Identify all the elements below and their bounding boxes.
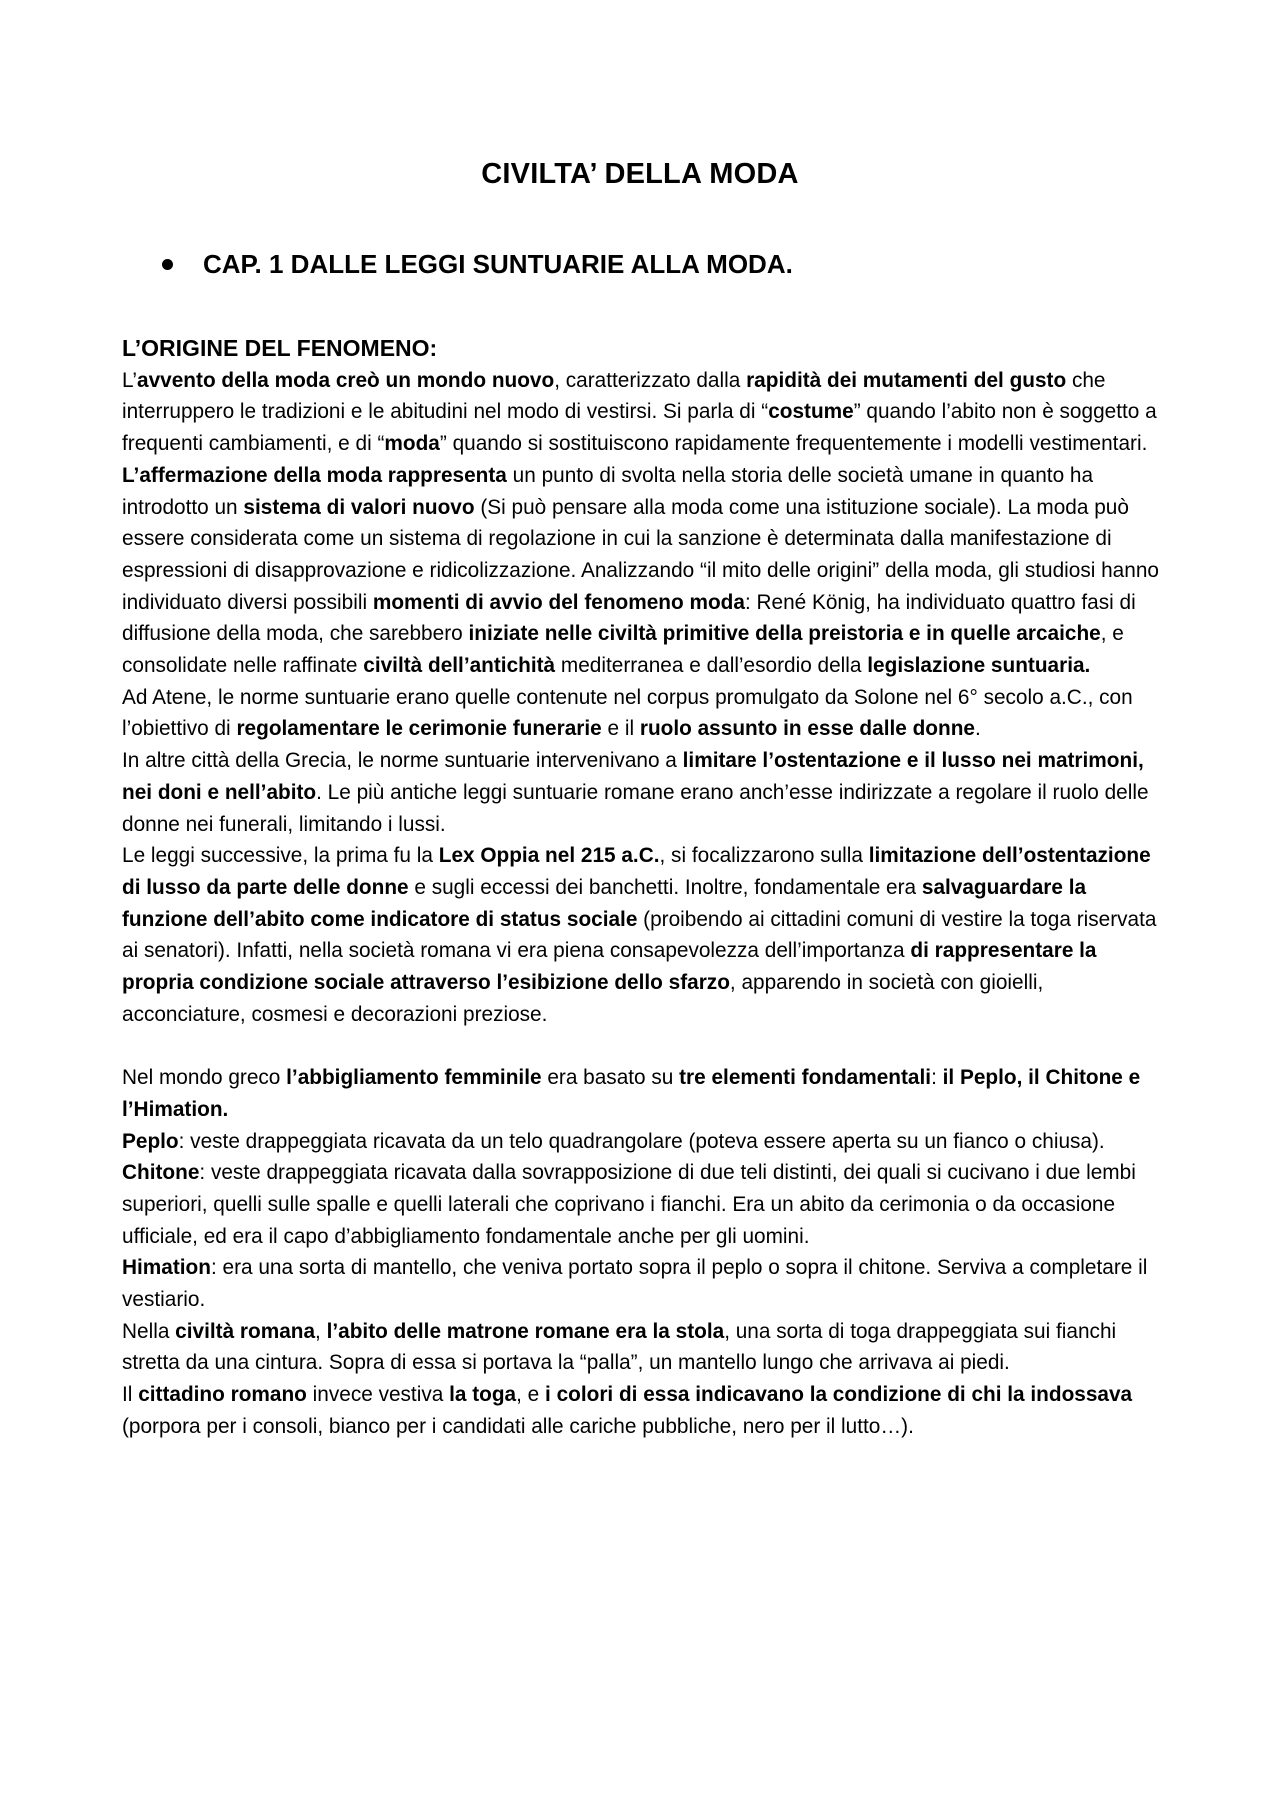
bold-text: Peplo [122,1129,179,1153]
bold-text: di rappresentare la propria condizione sociale attraverso l’esibizione dello sfarzo [122,939,1097,995]
bold-text: costume [768,400,854,424]
bold-text: salvaguardare la funzione dell’abito come indicatore di status sociale [122,875,1087,931]
bold-text: la toga [449,1383,517,1407]
bold-text: iniziate nelle civiltà primitive della preistoria e in quelle arcaiche [468,622,1101,646]
text-run: : veste drappeggiata ricavata dalla sovrapposizione di due teli distinti, dei quali si cucivano i due lembi superiori, quelli sulle spalle e quelli laterali che coprivano i fianchi. Era un abito da cerimonia o da occasione ufficiale, ed era il capo d’abbigliamento fondamentale anche per gli uomini. [122,1161,1136,1248]
bold-text: civiltà dell’antichità [363,654,556,678]
bold-text: Lex Oppia nel 215 a.C. [438,844,660,868]
bold-text: L’affermazione della moda rappresenta [122,463,507,487]
chapter-heading [162,249,793,280]
text-run: , caratterizzato dalla [554,368,747,392]
text-run: Le leggi successive, la prima fu la [122,844,439,868]
bold-text: civiltà romana [175,1319,316,1343]
bold-text: Chitone [122,1161,200,1185]
text-run: : René König, ha individuato quattro fasi di diffusione della moda, che sarebbero [122,590,1136,646]
text-run: un punto di svolta nella storia delle società umane in quanto ha introdotto un [122,463,1094,519]
text-run: ” quando si sostituiscono rapidamente frequentemente i modelli vestimentari. [439,432,1148,456]
paragraph [122,1379,1167,1442]
text-run: e sugli eccessi dei banchetti. Inoltre, fondamentale era [408,875,922,899]
text-run: ” quando l’abito non è soggetto a frequenti cambiamenti, e di “ [122,400,1157,456]
text-run: , una sorta di toga drappeggiata sui fianchi stretta da una cintura. Sopra di essa si portava la “palla”, un mantello lungo che arrivava ai piedi. [122,1319,1117,1375]
bullet-icon [162,259,173,270]
text-run: , apparendo in società con gioielli, acconciature, cosmesi e decorazioni preziose. [122,971,1044,1026]
text-run: L’ [122,368,138,392]
bold-text: avvento della moda creò un mondo nuovo [137,368,555,392]
bold-text: Himation [122,1256,211,1280]
bold-text: cittadino romano [138,1383,307,1407]
text-run: Ad Atene, le norme suntuarie erano quelle contenute nel corpus promulgato da Solone nel 6° secolo a.C., con l’obiettivo di [122,685,1133,741]
text-run: (Si può pensare alla moda come una istituzione sociale). La moda può essere considerata come un sistema di regolazione in cui la sanzione è determinata dalla manifestazione di espressioni di disapprovazione e ridicolizzazione. Analizzando “il mito delle origini” della moda, gli studiosi hanno individuato diversi possibili [122,495,1159,614]
text-run: e il [601,717,640,741]
document-body [122,333,1167,1443]
bold-text: l’abito delle matrone romane era la stola [326,1319,725,1343]
text-run: , e consolidate nelle raffinate [122,622,1124,678]
paragraph [122,840,1167,1030]
text-run: , si focalizzarono sulla [659,844,869,868]
bold-text: legislazione suntuaria. [867,654,1091,678]
paragraph [122,1316,1167,1379]
paragraph [122,1126,1167,1158]
chapter-title: CAP. 1 DALLE LEGGI SUNTUARIE ALLA MODA. [203,249,793,279]
text-run: , e [516,1383,546,1407]
bold-text: il Peplo, il Chitone e l’Himation. [122,1066,1141,1121]
text-run: Nel mondo greco [122,1066,287,1090]
text-run: In altre città della Grecia, le norme suntuarie intervenivano a [122,749,683,773]
text-run: (porpora per i consoli, bianco per i candidati alle cariche pubbliche, nero per il lutto…). [122,1414,914,1438]
section-heading: L’ORIGINE DEL FENOMENO: [122,335,438,361]
paragraph [122,1157,1167,1252]
paragraph [122,745,1167,840]
bold-text: ruolo assunto in esse dalle donne [639,717,975,741]
bold-text: regolamentare le cerimonie funerarie [236,717,602,741]
bold-text: momenti di avvio del fenomeno moda [372,590,745,614]
text-run: che interruppero le tradizioni e le abitudini nel modo di vestirsi. Si parla di “ [122,368,1106,424]
paragraph [122,682,1167,745]
bold-text: limitare l’ostentazione e il lusso nei matrimoni, nei doni e nell’abito [122,749,1144,804]
text-run: Nella [122,1319,176,1343]
paragraph [122,1062,1167,1125]
bold-text: rapidità dei mutamenti del gusto [746,368,1067,392]
paragraph [122,365,1167,682]
text-run: . [975,717,981,741]
bold-text: i colori di essa indicavano la condizione di chi la indossava [545,1383,1133,1407]
bold-text: l’abbigliamento femminile [286,1066,542,1090]
bold-text: tre elementi fondamentali [679,1066,932,1090]
text-run: , [315,1319,327,1343]
text-run: Il [122,1383,139,1407]
bold-text: sistema di valori nuovo [243,495,475,519]
text-run: mediterranea e dall’esordio della [555,654,868,678]
paragraph [122,1252,1167,1315]
text-run: (proibendo ai cittadini comuni di vestire la toga riservata ai senatori). Infatti, nella società romana vi era piena consapevolezza dell’importanza [122,907,1157,963]
text-run: : veste drappeggiata ricavata da un telo quadrangolare (poteva essere aperta su un fianco o chiusa). [178,1129,1105,1153]
text-run: . Le più antiche leggi suntuarie romane erano anch’esse indirizzate a regolare il ruolo delle donne nei funerali, limitando i lussi. [122,780,1149,836]
bold-text: moda [384,432,440,456]
bold-text: limitazione dell’ostentazione di lusso da parte delle donne [122,844,1151,899]
text-run: : [931,1066,943,1090]
document-title: CIVILTA’ DELLA MODA [481,158,799,190]
paragraph-gap [122,1030,1167,1062]
text-run: invece vestiva [306,1383,450,1407]
text-run: era basato su [541,1066,680,1090]
text-run: : era una sorta di mantello, che veniva portato sopra il peplo o sopra il chitone. Serviva a completare il vestiario. [122,1256,1148,1312]
